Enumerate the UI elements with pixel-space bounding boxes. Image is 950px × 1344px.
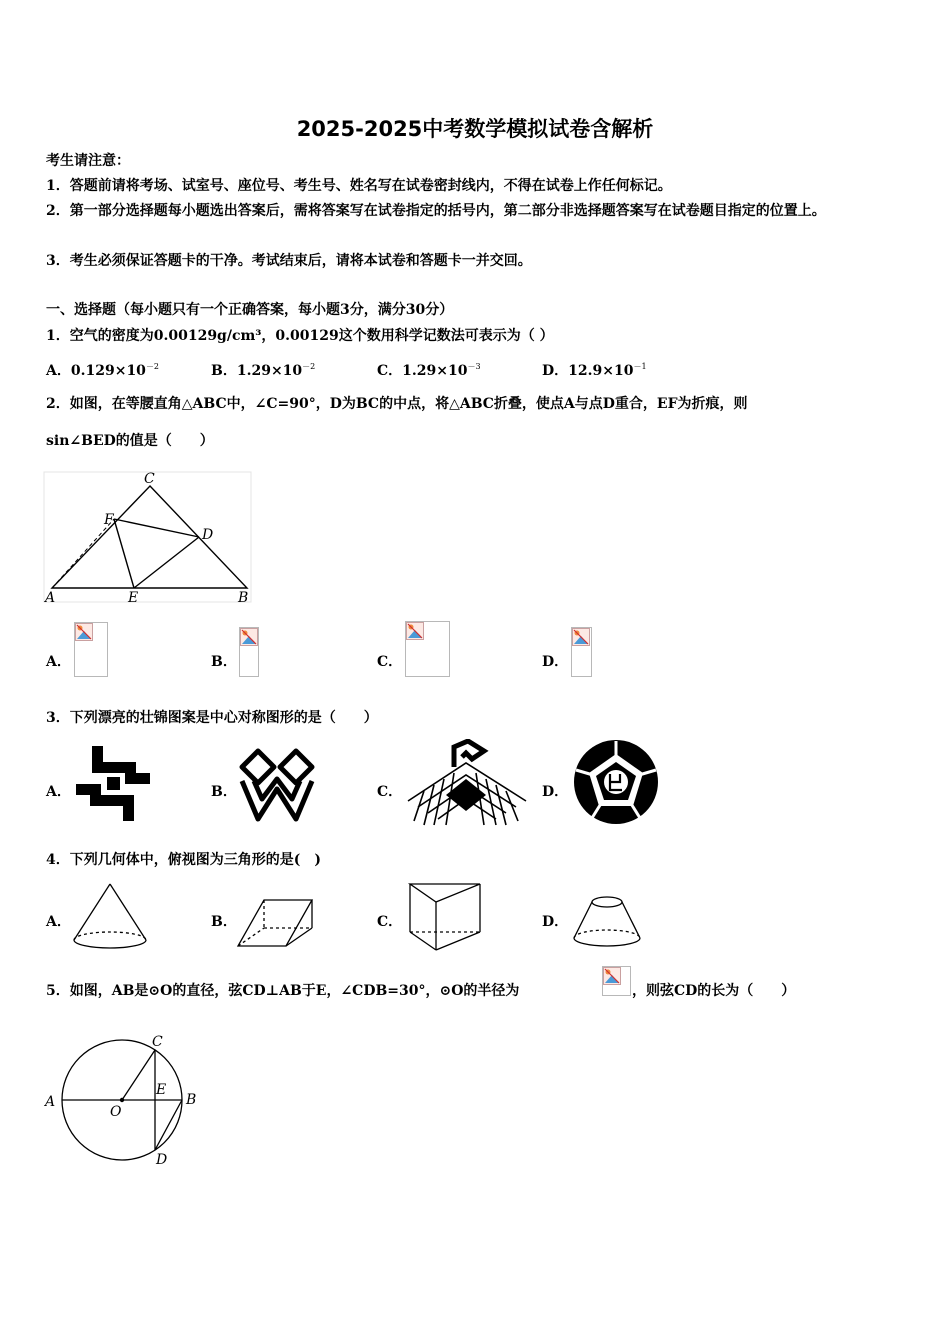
broken-image-icon <box>240 628 258 646</box>
q2-option-a: A． <box>46 654 71 670</box>
q2-option-c-image <box>405 621 450 677</box>
q2-triangle-abc <box>52 486 247 588</box>
notice-heading: 考生请注意： <box>46 153 130 169</box>
q4-option-b-prism <box>236 896 316 950</box>
q2-label-f: F <box>104 512 114 528</box>
q2-stem-line1: 2．如图，在等腰直角△ABC中，∠C=90°，D为BC的中点，将△ABC折叠，使点A与点D重合，EF为折痕，则 <box>46 396 748 412</box>
q1-option-d: D．$12.9\times 10^{-1}$ <box>542 362 647 379</box>
q2-option-b-image <box>239 627 259 677</box>
q5-stem-part2: ，则弦CD的长为（ ） <box>632 983 796 999</box>
q4-stem: 4．下列几何体中，俯视图为三角形的是( ) <box>46 852 321 868</box>
q2-option-d: D． <box>542 654 569 670</box>
q5-label-c: C <box>152 1034 163 1050</box>
q2-segment-fd <box>114 519 199 537</box>
q1-option-a: A．$0.129\times 10^{-2}$ <box>46 362 160 379</box>
q3-option-b-pattern <box>236 745 318 825</box>
q2-segment-ed <box>134 537 199 588</box>
broken-image-icon <box>75 623 93 641</box>
q4-option-a-cone <box>70 880 150 952</box>
q5-label-d: D <box>156 1152 168 1168</box>
q3-option-c-pattern <box>404 739 530 827</box>
broken-image-icon <box>603 967 621 985</box>
q2-label-a: A <box>45 590 56 606</box>
q4-option-b: B． <box>211 914 237 930</box>
q2-stem-line2: sin∠BED的值是（ ） <box>46 433 214 449</box>
q4-option-d-frustum <box>570 892 644 950</box>
q3-option-a: A． <box>46 784 71 800</box>
q4-option-c-triangular-prism <box>406 880 484 954</box>
notice-item-2: 2．第一部分选择题每小题选出答案后，需将答案写在试卷指定的括号内，第二部分非选择题答案写在试卷题目指定的位置上。 <box>46 203 826 219</box>
q3-stem: 3．下列漂亮的壮锦图案是中心对称图形的是（ ） <box>46 710 378 726</box>
section-heading: 一、选择题（每小题只有一个正确答案，每小题3分，满分30分） <box>46 302 454 318</box>
notice-item-1: 1．答题前请将考场、试室号、座位号、考生号、姓名写在试卷密封线内，不得在试卷上作任何标记。 <box>46 178 672 194</box>
q3-option-c: C． <box>377 784 403 800</box>
q4-option-c: C． <box>377 914 403 930</box>
q3-option-d: D． <box>542 784 569 800</box>
q3-option-d-pattern <box>570 738 662 826</box>
q2-crease-ef <box>114 519 134 588</box>
q5-radius-image <box>602 966 631 996</box>
broken-image-icon <box>572 628 590 646</box>
broken-image-icon <box>406 622 424 640</box>
q2-option-d-image <box>571 627 592 677</box>
q2-label-d: D <box>202 527 214 543</box>
q4-option-a: A． <box>46 914 71 930</box>
q2-label-e: E <box>128 590 139 606</box>
q4-option-d: D． <box>542 914 569 930</box>
q5-label-o: O <box>110 1104 122 1120</box>
q1-option-b: B．$1.29\times 10^{-2}$ <box>211 362 316 379</box>
q5-label-b: B <box>186 1092 197 1108</box>
q5-circle-figure <box>42 1030 207 1170</box>
q2-option-b: B． <box>211 654 237 670</box>
q2-figure-frame <box>44 472 251 602</box>
q5-stem-part1: 5．如图，AB是⊙O的直径，弦CD⊥AB于E，∠CDB=30°，⊙O的半径为 <box>46 983 520 999</box>
q1-option-c: C．$1.29\times 10^{-3}$ <box>377 362 481 379</box>
q2-triangle-figure <box>42 466 257 606</box>
q5-label-e: E <box>156 1082 167 1098</box>
notice-item-3: 3．考生必须保证答题卡的干净。考试结束后，请将本试卷和答题卡一并交回。 <box>46 253 532 269</box>
q2-option-a-image <box>74 622 108 677</box>
q2-label-b: B <box>238 590 249 606</box>
q1-stem: 1．空气的密度为0.00129g/cm³，0.00129这个数用科学记数法可表示为（ ） <box>46 328 554 344</box>
q3-option-a-pattern <box>74 744 154 824</box>
q3-option-b: B． <box>211 784 237 800</box>
q2-label-c: C <box>144 471 155 487</box>
page-title: 2025-2025中考数学模拟试卷含解析 <box>296 117 654 141</box>
q2-option-c: C． <box>377 654 403 670</box>
q5-label-a: A <box>45 1094 56 1110</box>
